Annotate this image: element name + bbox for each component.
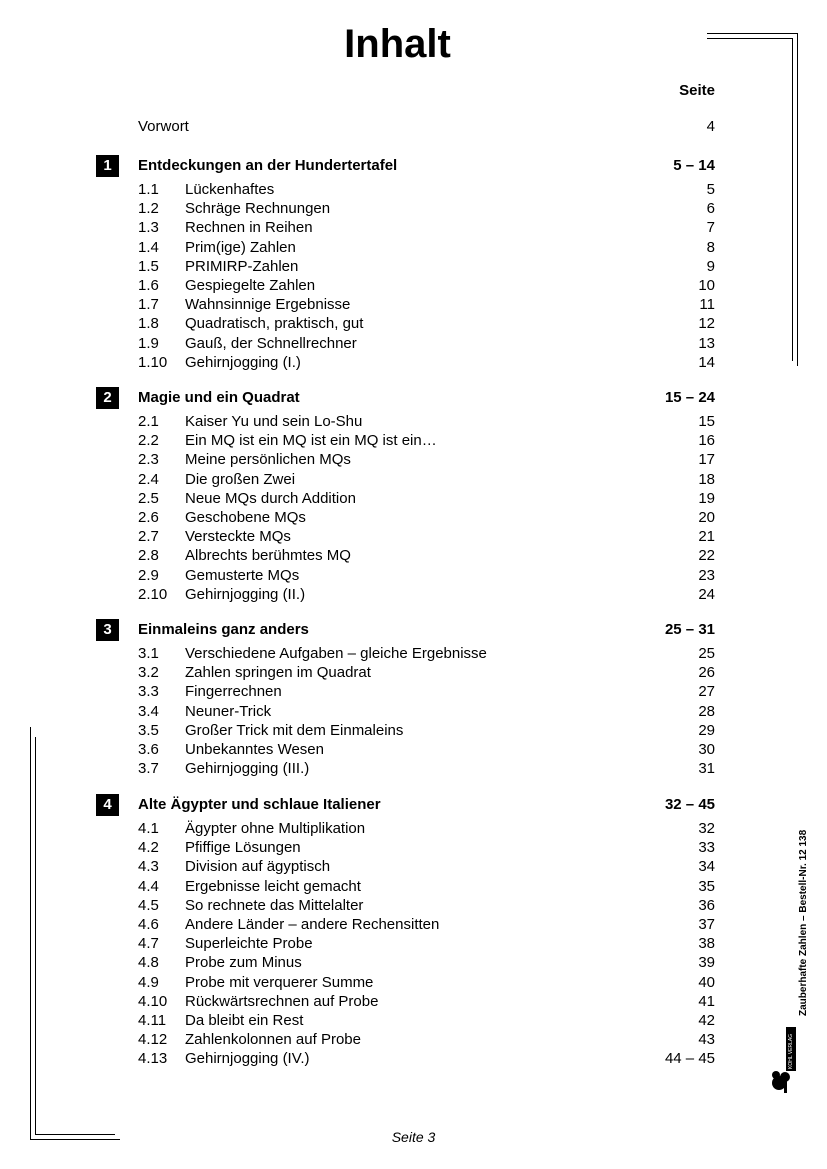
toc-item-number: 2.5: [138, 489, 159, 507]
toc-item-number: 4.3: [138, 858, 159, 876]
toc-item[interactable]: [138, 412, 715, 431]
toc-item-page: 25: [698, 645, 715, 662]
section-title: Entdeckungen an der Hundertertafel: [138, 157, 398, 174]
toc-item-page: 35: [698, 877, 715, 895]
toc-item[interactable]: [138, 740, 715, 759]
toc-item-number: 4.1: [138, 820, 159, 837]
logo-text: KOHL VERLAG: [788, 1033, 794, 1069]
toc-item-number: 4.10: [138, 992, 168, 1010]
toc-item-number: 4.2: [138, 839, 159, 857]
page-footer: Seite 3: [391, 1129, 436, 1145]
toc-item-number: 4.12: [138, 1031, 168, 1049]
page-column-header: Seite: [679, 82, 715, 99]
toc-item-title: Division auf ägyptisch: [185, 858, 331, 876]
toc-item-title: PRIMIRP-Zahlen: [185, 257, 299, 275]
toc-item[interactable]: [138, 314, 715, 333]
toc-item-title: Quadratisch, praktisch, gut: [185, 315, 364, 333]
toc-item-number: 2.1: [138, 413, 159, 430]
section-title: Magie und ein Quadrat: [138, 389, 300, 406]
toc-item-title: So rechnete das Mittelalter: [185, 896, 364, 914]
toc-item-number: 4.6: [138, 916, 159, 933]
publisher-logo: [770, 1025, 800, 1095]
toc-item-number: 2.8: [138, 547, 159, 565]
toc-item-title: Die großen Zwei: [185, 470, 296, 488]
toc-preface[interactable]: [138, 117, 715, 136]
toc-item[interactable]: [138, 992, 715, 1011]
toc-item-title: Superleichte Probe: [185, 935, 313, 953]
toc-item-title: Meine persönlichen MQs: [185, 451, 351, 469]
toc-item-page: 41: [698, 992, 715, 1010]
toc-item-page: 17: [698, 451, 715, 469]
toc-item-title: Wahnsinnige Ergebnisse: [185, 296, 351, 314]
toc-item-title: Gehirnjogging (III.): [185, 760, 310, 778]
toc-item-number: 2.10: [138, 585, 168, 603]
toc-item-page: 7: [706, 219, 715, 237]
toc-item-number: 1.8: [138, 315, 159, 333]
preface-label: Vorwort: [138, 118, 189, 135]
toc-item-page: 27: [698, 683, 715, 701]
toc-item[interactable]: [138, 953, 715, 972]
section-pages: 15 – 24: [664, 389, 715, 406]
toc-item[interactable]: [138, 334, 715, 353]
section-title: Alte Ägypter und schlaue Italiener: [138, 796, 381, 813]
toc-item-page: 32: [698, 820, 715, 837]
toc-item[interactable]: [138, 508, 715, 527]
section-heading[interactable]: [96, 387, 715, 409]
toc-item-number: 4.4: [138, 877, 159, 895]
toc-item-number: 1.2: [138, 200, 159, 218]
toc-item-number: 2.9: [138, 566, 159, 584]
toc-item-title: Schräge Rechnungen: [185, 200, 331, 218]
toc-item-number: 4.11: [138, 1012, 167, 1029]
toc-item-page: 26: [698, 664, 715, 682]
toc-item[interactable]: [138, 238, 715, 257]
toc-item[interactable]: [138, 470, 715, 489]
toc-item[interactable]: [138, 721, 715, 740]
toc-item-page: 10: [698, 277, 715, 294]
toc-item-number: 1.6: [138, 277, 159, 294]
toc-item-title: Da bleibt ein Rest: [185, 1012, 304, 1029]
toc-item-title: Verschiedene Aufgaben – gleiche Ergebnisse: [185, 645, 487, 662]
toc-item-title: Gauß, der Schnellrechner: [185, 334, 357, 352]
toc-item-page: 5: [706, 181, 715, 198]
preface-page: 4: [706, 118, 715, 135]
toc-item[interactable]: [138, 877, 715, 896]
toc-item-title: Pfiffige Lösungen: [185, 839, 301, 857]
toc-item-number: 4.8: [138, 954, 159, 972]
toc-item-number: 1.10: [138, 353, 168, 371]
toc-item-number: 2.4: [138, 470, 159, 488]
toc-item-page: 21: [698, 528, 715, 546]
toc-item[interactable]: [138, 566, 715, 585]
toc-item-page: 9: [706, 257, 715, 275]
toc-item-page: 39: [698, 954, 715, 972]
toc-item[interactable]: [138, 819, 715, 838]
toc-item-number: 4.5: [138, 896, 159, 914]
toc-item-number: 3.4: [138, 702, 159, 720]
toc-item-title: Geschobene MQs: [185, 509, 306, 526]
toc-item-title: Gemusterte MQs: [185, 566, 300, 584]
toc-item-page: 30: [698, 741, 715, 758]
toc-item-number: 3.3: [138, 683, 159, 701]
toc-item[interactable]: [138, 682, 715, 701]
section-title: Einmaleins ganz anders: [138, 621, 309, 638]
toc-item[interactable]: [138, 199, 715, 218]
toc-item-number: 2.2: [138, 432, 159, 450]
toc-item-page: 28: [698, 702, 715, 720]
section-pages: 25 – 31: [664, 621, 715, 638]
toc-item-title: Ein MQ ist ein MQ ist ein MQ ist ein…: [185, 432, 437, 450]
toc-item-title: Zahlen springen im Quadrat: [185, 664, 371, 682]
toc-item-page: 19: [698, 489, 715, 507]
toc-item-page: 22: [698, 547, 715, 565]
toc-item-title: Ägypter ohne Multiplikation: [185, 820, 366, 837]
toc-item-page: 15: [698, 413, 715, 430]
toc-item-page: 34: [698, 858, 715, 876]
toc-item-title: Albrechts berühmtes MQ: [185, 547, 351, 565]
section-number-badge: 2: [96, 387, 119, 409]
toc-item[interactable]: [138, 1011, 715, 1030]
toc-item[interactable]: [138, 915, 715, 934]
toc-item-page: 33: [698, 839, 715, 857]
toc-item-page: 8: [706, 238, 715, 256]
toc-item-page: 23: [698, 566, 715, 584]
toc-item-number: 2.3: [138, 451, 159, 469]
toc-item-page: 37: [698, 916, 715, 933]
toc-item-page: 43: [698, 1031, 715, 1049]
toc-item-title: Gehirnjogging (II.): [185, 585, 306, 603]
page-title: Inhalt: [344, 22, 451, 66]
toc-item[interactable]: [138, 838, 715, 857]
toc-item-title: Kaiser Yu und sein Lo-Shu: [185, 413, 363, 430]
toc-item-number: 1.3: [138, 219, 159, 237]
toc-item-number: 3.7: [138, 760, 159, 778]
toc-item[interactable]: [138, 450, 715, 469]
toc-item-number: 1.9: [138, 334, 159, 352]
toc-item-number: 1.7: [138, 296, 159, 314]
toc-item-page: 40: [698, 973, 715, 991]
toc-item[interactable]: [138, 527, 715, 546]
toc-item[interactable]: [138, 431, 715, 450]
section-pages: 32 – 45: [664, 796, 715, 813]
toc-item-page: 42: [698, 1012, 715, 1029]
toc-item-number: 3.6: [138, 741, 159, 758]
frame-right-line: [797, 33, 798, 366]
toc-item-page: 18: [698, 470, 715, 488]
section-heading[interactable]: [96, 619, 715, 641]
toc-item-number: 2.7: [138, 528, 159, 546]
toc-item-number: 3.5: [138, 721, 159, 739]
toc-item[interactable]: [138, 896, 715, 915]
toc-item-title: Fingerrechnen: [185, 683, 282, 701]
toc-item-title: Gehirnjogging (IV.): [185, 1050, 310, 1068]
toc-item-title: Prim(ige) Zahlen: [185, 238, 296, 256]
toc-item-number: 1.4: [138, 238, 159, 256]
side-order-text: Zauberhafte Zahlen – Bestell-Nr. 12 138: [798, 829, 809, 1016]
toc-item-title: Probe zum Minus: [185, 954, 302, 972]
toc-item-number: 3.2: [138, 664, 159, 682]
toc-item-title: Rechnen in Reihen: [185, 219, 313, 237]
toc-item-title: Großer Trick mit dem Einmaleins: [185, 721, 404, 739]
toc-item-title: Gehirnjogging (I.): [185, 353, 301, 371]
toc-item[interactable]: [138, 934, 715, 953]
section-number-badge: 4: [96, 794, 119, 816]
toc-item-page: 29: [698, 721, 715, 739]
toc-item-number: 4.7: [138, 935, 159, 953]
tree-logo-icon: [770, 1025, 800, 1095]
frame-left-line-inner: [35, 737, 36, 1134]
section-heading[interactable]: [96, 155, 715, 177]
toc-item[interactable]: [138, 644, 715, 663]
toc-item-page: 20: [698, 509, 715, 526]
section-number-badge: 1: [96, 155, 119, 177]
toc-item-number: 4.13: [138, 1050, 168, 1068]
toc-item-page: 31: [698, 760, 715, 778]
toc-item-number: 4.9: [138, 973, 159, 991]
toc-item-page: 44 – 45: [664, 1050, 715, 1068]
toc-item-title: Lückenhaftes: [185, 181, 275, 198]
toc-item[interactable]: [138, 973, 715, 992]
toc-item-title: Neuner-Trick: [185, 702, 272, 720]
toc-item[interactable]: [138, 295, 715, 314]
toc-item[interactable]: [138, 353, 715, 372]
toc-item[interactable]: [138, 489, 715, 508]
toc-item[interactable]: [138, 759, 715, 778]
toc-item[interactable]: [138, 218, 715, 237]
toc-item-title: Zahlenkolonnen auf Probe: [185, 1031, 361, 1049]
toc-item[interactable]: [138, 180, 715, 199]
toc-item[interactable]: [138, 857, 715, 876]
section-heading[interactable]: [96, 794, 715, 816]
toc-item[interactable]: [138, 257, 715, 276]
toc-item-page: 14: [698, 353, 715, 371]
frame-left-line: [30, 727, 31, 1139]
toc-item-page: 16: [698, 432, 715, 450]
toc-item-page: 11: [699, 296, 715, 314]
toc-item[interactable]: [138, 702, 715, 721]
toc-item-title: Unbekanntes Wesen: [185, 741, 324, 758]
toc-item-title: Versteckte MQs: [185, 528, 291, 546]
toc-item-title: Neue MQs durch Addition: [185, 489, 356, 507]
toc-item-page: 36: [698, 896, 715, 914]
toc-item[interactable]: [138, 546, 715, 565]
toc-item-number: 2.6: [138, 509, 159, 526]
toc-item[interactable]: [138, 663, 715, 682]
section-number-badge: 3: [96, 619, 119, 641]
toc-item[interactable]: [138, 1030, 715, 1049]
toc-item-title: Probe mit verquerer Summe: [185, 973, 374, 991]
toc-item[interactable]: [138, 1049, 715, 1068]
toc-item-title: Rückwärtsrechnen auf Probe: [185, 992, 379, 1010]
toc-item[interactable]: [138, 276, 715, 295]
toc-item-title: Gespiegelte Zahlen: [185, 277, 316, 294]
toc-item-title: Andere Länder – andere Rechensitten: [185, 916, 440, 933]
toc-item-page: 24: [698, 585, 715, 603]
toc-item-page: 13: [698, 334, 715, 352]
toc-item[interactable]: [138, 585, 715, 604]
toc-item-page: 6: [706, 200, 715, 218]
toc-item-title: Ergebnisse leicht gemacht: [185, 877, 361, 895]
toc-item-number: 3.1: [138, 645, 159, 662]
section-pages: 5 – 14: [673, 157, 715, 174]
toc-item-page: 38: [698, 935, 715, 953]
frame-right-line-inner: [792, 38, 793, 361]
toc-item-page: 12: [698, 315, 715, 333]
toc-item-number: 1.1: [138, 181, 159, 198]
toc-item-number: 1.5: [138, 257, 159, 275]
